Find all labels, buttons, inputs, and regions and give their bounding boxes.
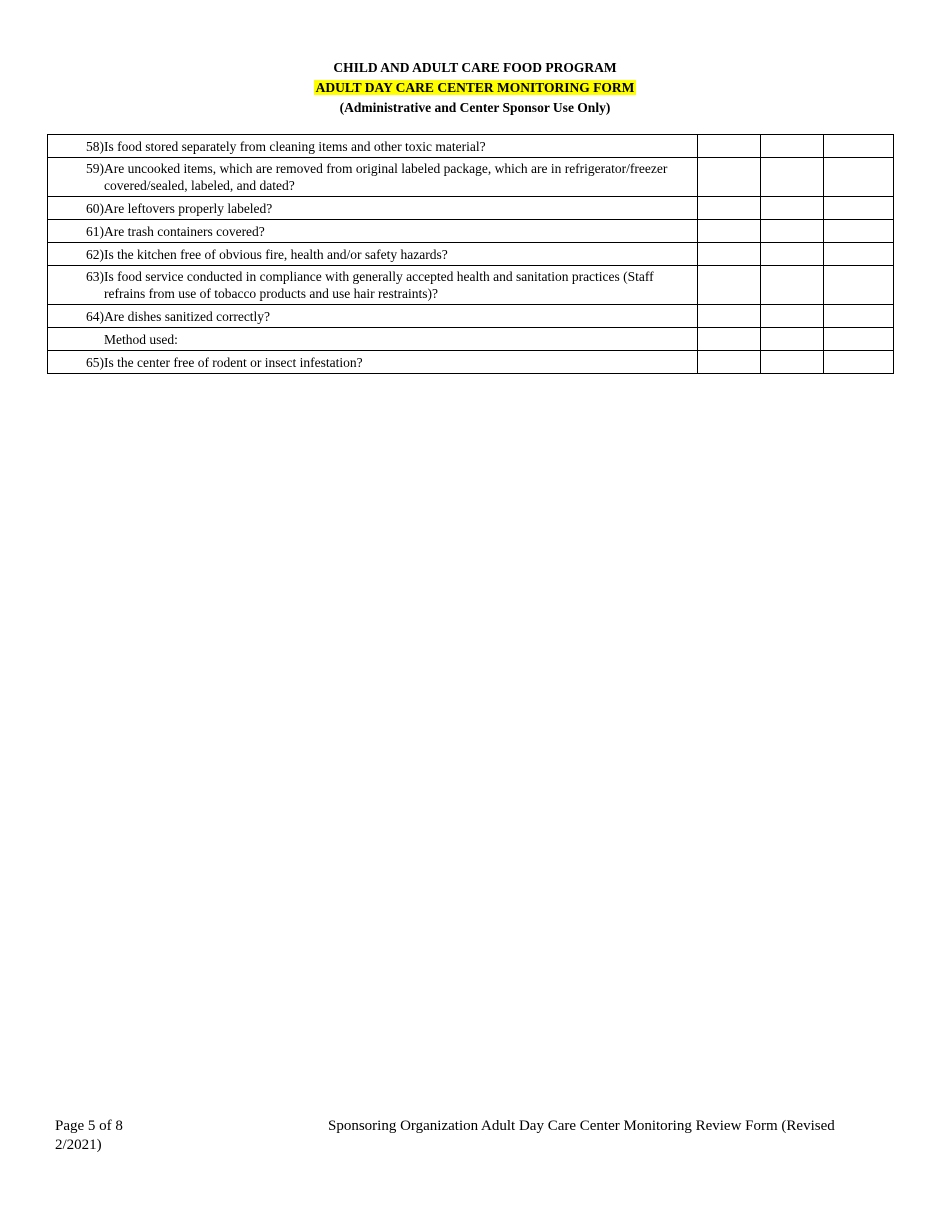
question-row	[48, 351, 894, 374]
answer-cell-1[interactable]	[698, 305, 761, 328]
answer-cell-2[interactable]	[761, 135, 824, 158]
answer-cell-3[interactable]	[824, 305, 894, 328]
answer-cell-2[interactable]	[761, 197, 824, 220]
answer-cell-1[interactable]	[698, 220, 761, 243]
answer-cell-1[interactable]	[698, 351, 761, 374]
checklist-table	[47, 134, 894, 374]
question-number: 64)	[86, 308, 104, 324]
method-used-label: Method used:	[104, 331, 178, 347]
question-text: Is the center free of rodent or insect infestation?	[104, 354, 363, 370]
question-row	[48, 197, 894, 220]
answer-cell-2[interactable]	[761, 220, 824, 243]
answer-cell-2[interactable]	[761, 243, 824, 266]
answer-cell-1[interactable]	[698, 197, 761, 220]
question-row	[48, 220, 894, 243]
answer-cell-1[interactable]	[698, 158, 761, 197]
form-title: ADULT DAY CARE CENTER MONITORING FORM	[315, 80, 635, 95]
answer-cell-2[interactable]	[761, 305, 824, 328]
answer-cell-3[interactable]	[824, 220, 894, 243]
answer-cell-3[interactable]	[824, 328, 894, 351]
answer-cell-3[interactable]	[824, 266, 894, 305]
question-text: Are leftovers properly labeled?	[104, 200, 273, 216]
page-number: Page 5 of 8	[55, 1118, 123, 1134]
document-header	[0, 58, 950, 118]
question-text: Is the kitchen free of obvious fire, health and/or safety hazards?	[104, 246, 448, 262]
answer-cell-1[interactable]	[698, 135, 761, 158]
question-number: 60)	[86, 200, 104, 216]
question-number: 61)	[86, 223, 104, 239]
question-text: Are dishes sanitized correctly?	[104, 308, 271, 324]
answer-cell-2[interactable]	[761, 328, 824, 351]
question-text: Are uncooked items, which are removed from original labeled package, which are in refrigerator/freezer covered/sealed, labeled, and dated?	[104, 161, 668, 193]
question-number	[48, 331, 104, 348]
question-number: 65)	[86, 354, 104, 370]
form-name: Sponsoring Organization Adult Day Care Center Monitoring Review Form (Revised	[328, 1118, 835, 1134]
usage-note: (Administrative and Center Sponsor Use Only)	[339, 100, 611, 115]
question-row	[48, 305, 894, 328]
answer-cell-3[interactable]	[824, 197, 894, 220]
answer-cell-2[interactable]	[761, 351, 824, 374]
program-title: CHILD AND ADULT CARE FOOD PROGRAM	[333, 60, 617, 75]
answer-cell-1[interactable]	[698, 266, 761, 305]
answer-cell-3[interactable]	[824, 158, 894, 197]
answer-cell-1[interactable]	[698, 328, 761, 351]
question-row	[48, 266, 894, 305]
question-text: Is food stored separately from cleaning items and other toxic material?	[104, 138, 486, 154]
question-row	[48, 158, 894, 197]
question-row	[48, 135, 894, 158]
answer-cell-2[interactable]	[761, 266, 824, 305]
answer-cell-3[interactable]	[824, 351, 894, 374]
answer-cell-3[interactable]	[824, 135, 894, 158]
answer-cell-3[interactable]	[824, 243, 894, 266]
answer-cell-1[interactable]	[698, 243, 761, 266]
question-number: 62)	[86, 246, 104, 262]
question-row	[48, 243, 894, 266]
question-text: Are trash containers covered?	[104, 223, 265, 239]
answer-cell-2[interactable]	[761, 158, 824, 197]
method-used-row	[48, 328, 894, 351]
question-number: 58)	[86, 138, 104, 154]
question-text: Is food service conducted in compliance with generally accepted health and sanitation practices (Staff refrains from use of tobacco products and use hair restraints)?	[104, 269, 654, 301]
question-number: 59)	[86, 161, 104, 176]
revision-date: 2/2021)	[55, 1137, 102, 1153]
question-number: 63)	[86, 269, 104, 284]
